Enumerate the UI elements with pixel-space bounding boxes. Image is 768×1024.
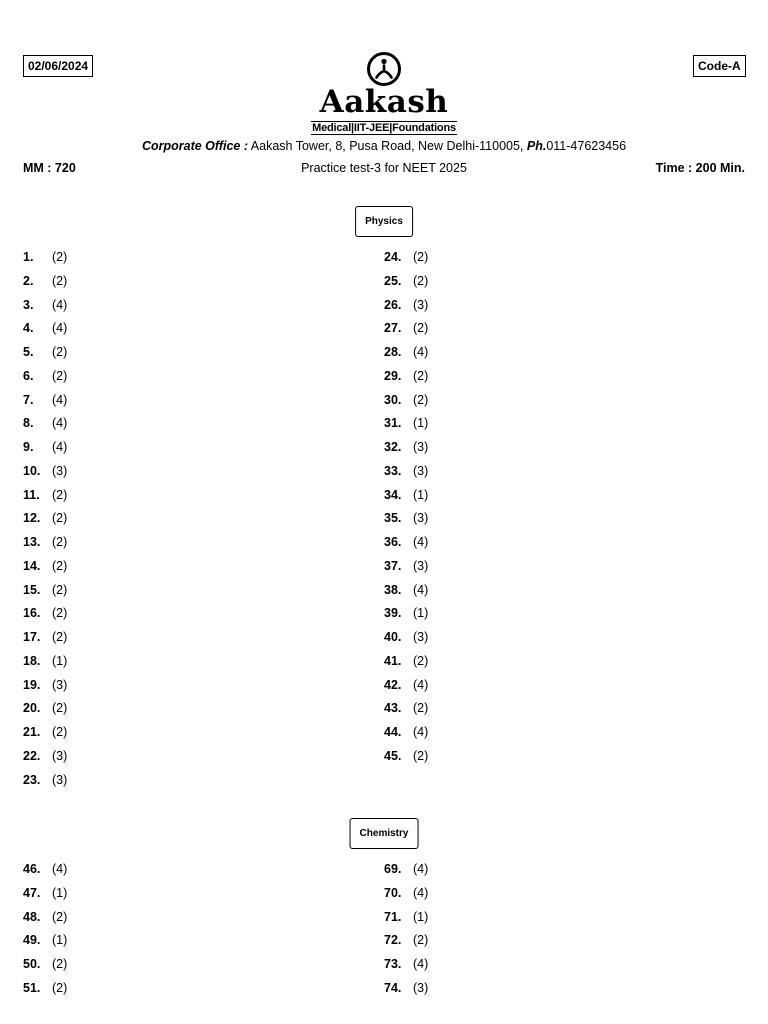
question-number: 31. (384, 416, 402, 431)
answer-option: (4) (413, 957, 429, 971)
answer-option: (2) (52, 725, 68, 739)
answer-row (384, 932, 428, 948)
answer-row (384, 909, 428, 925)
answer-row (23, 772, 67, 788)
answer-row (23, 653, 67, 669)
answer-option: (2) (52, 250, 68, 264)
question-number: 21. (23, 725, 41, 739)
answer-row (384, 885, 428, 901)
question-number: 73. (384, 957, 402, 971)
question-number: 5. (23, 345, 34, 359)
answer-row (384, 653, 428, 669)
question-number: 7. (23, 392, 34, 407)
answer-row (23, 724, 67, 740)
answer-row (23, 273, 67, 289)
question-number: 40. (384, 630, 402, 644)
answer-row (23, 368, 67, 384)
question-number: 24. (384, 250, 402, 264)
answer-row (23, 249, 67, 265)
answer-option: (4) (413, 582, 429, 597)
answer-option: (2) (52, 909, 68, 924)
answer-row (384, 980, 428, 996)
question-number: 72. (384, 933, 402, 948)
question-number: 12. (23, 511, 41, 526)
phone-number: 011-47623456 (546, 139, 627, 153)
date-box: 02/06/2024 (23, 55, 93, 77)
question-number: 14. (23, 558, 41, 573)
answer-row (23, 558, 67, 574)
question-number: 70. (384, 885, 402, 900)
question-number: 46. (23, 862, 41, 876)
answer-option: (2) (413, 392, 429, 407)
answer-option: (1) (413, 487, 429, 502)
answer-row (23, 297, 67, 313)
question-number: 1. (23, 250, 34, 264)
answer-row (384, 320, 428, 336)
answer-row (384, 415, 428, 431)
answer-option: (3) (413, 630, 429, 644)
question-number: 34. (384, 487, 402, 502)
question-number: 15. (23, 582, 41, 597)
question-number: 32. (384, 440, 402, 454)
answer-row (384, 558, 428, 574)
answer-option: (4) (52, 416, 68, 431)
answer-option: (2) (413, 748, 429, 763)
answer-option: (3) (413, 980, 429, 995)
question-number: 71. (384, 909, 402, 924)
max-marks: MM : 720 (23, 161, 76, 175)
answer-option: (2) (52, 606, 68, 621)
question-number: 69. (384, 862, 402, 876)
answer-row (23, 629, 67, 645)
section-title-physics: Physics (355, 206, 413, 237)
question-number: 4. (23, 321, 34, 336)
answer-option: (2) (413, 250, 429, 264)
answer-row (384, 629, 428, 645)
answer-option: (1) (52, 885, 68, 900)
answer-row (384, 297, 428, 313)
question-number: 22. (23, 748, 41, 763)
answer-option: (2) (52, 368, 68, 383)
answer-row (23, 980, 67, 996)
answer-row (384, 582, 428, 598)
answer-row (23, 392, 67, 408)
question-number: 27. (384, 321, 402, 336)
answer-row (384, 700, 428, 716)
question-number: 43. (384, 701, 402, 716)
question-number: 9. (23, 440, 34, 454)
answer-option: (2) (52, 535, 68, 549)
answer-option: (2) (52, 558, 68, 573)
answer-row (23, 885, 67, 901)
question-number: 41. (384, 653, 402, 668)
answer-row (384, 463, 428, 479)
answer-option: (2) (52, 511, 68, 526)
question-number: 17. (23, 630, 41, 644)
answer-row (23, 956, 67, 972)
answer-option: (2) (413, 321, 429, 336)
answer-row (23, 534, 67, 550)
answer-option: (2) (52, 701, 68, 716)
answer-row (23, 487, 67, 503)
phone-label: Ph. (526, 139, 547, 153)
question-number: 44. (384, 725, 402, 739)
answer-row (23, 677, 67, 693)
question-number: 26. (384, 297, 402, 312)
answer-option: (4) (413, 862, 429, 876)
answer-row (384, 249, 428, 265)
answer-option: (3) (52, 677, 68, 692)
answer-row (384, 534, 428, 550)
answer-row (384, 273, 428, 289)
question-number: 48. (23, 909, 41, 924)
question-number: 16. (23, 606, 41, 621)
question-number: 74. (384, 980, 402, 995)
answer-option: (2) (52, 630, 68, 644)
answer-option: (2) (52, 582, 68, 597)
question-number: 20. (23, 701, 41, 716)
answer-row (384, 487, 428, 503)
answer-option: (2) (413, 273, 429, 288)
answer-option: (4) (52, 440, 68, 454)
answer-option: (2) (413, 701, 429, 716)
question-number: 18. (23, 653, 41, 668)
answer-row (23, 748, 67, 764)
answer-option: (2) (413, 653, 429, 668)
answer-option: (4) (413, 725, 429, 739)
code-box: Code-A (693, 55, 746, 77)
answer-option: (4) (413, 535, 429, 549)
question-number: 29. (384, 368, 402, 383)
question-number: 36. (384, 535, 402, 549)
answer-row (384, 956, 428, 972)
question-number: 2. (23, 273, 34, 288)
question-number: 23. (23, 772, 41, 787)
question-number: 38. (384, 582, 402, 597)
question-number: 50. (23, 957, 41, 971)
answer-option: (1) (413, 606, 429, 621)
logo-wordmark: Aakash (319, 84, 449, 120)
question-number: 39. (384, 606, 402, 621)
answer-option: (4) (413, 885, 429, 900)
answer-option: (2) (52, 487, 68, 502)
answer-row (23, 932, 67, 948)
answer-option: (2) (52, 345, 68, 359)
answer-row (384, 392, 428, 408)
answer-option: (2) (52, 957, 68, 971)
answer-row (384, 605, 428, 621)
answer-row (384, 724, 428, 740)
question-number: 3. (23, 297, 34, 312)
answer-option: (1) (52, 933, 68, 948)
answer-option: (4) (52, 321, 68, 336)
answer-row (23, 700, 67, 716)
corporate-office-line (0, 139, 768, 153)
answer-option: (3) (413, 511, 429, 526)
answer-row (23, 415, 67, 431)
answer-option: (4) (52, 862, 68, 876)
aakash-emblem-icon (365, 52, 403, 86)
question-number: 11. (23, 487, 40, 502)
question-number: 51. (23, 980, 41, 995)
answer-option: (4) (413, 677, 429, 692)
answer-row (23, 463, 67, 479)
answer-option: (3) (52, 772, 68, 787)
question-number: 25. (384, 273, 402, 288)
aakash-logo (0, 52, 768, 136)
question-number: 47. (23, 885, 41, 900)
answer-option: (3) (413, 463, 429, 478)
question-number: 30. (384, 392, 402, 407)
answer-option: (3) (52, 463, 68, 478)
logo-tagline: Medical|IIT-JEE|Foundations (312, 122, 456, 134)
office-label: Corporate Office : (141, 139, 248, 153)
answer-row (23, 582, 67, 598)
section-title-chemistry: Chemistry (350, 818, 419, 849)
question-number: 6. (23, 368, 34, 383)
answer-option: (1) (413, 909, 429, 924)
answer-row (23, 344, 67, 360)
question-number: 10. (23, 463, 41, 478)
question-number: 49. (23, 933, 41, 948)
answer-row (384, 861, 428, 877)
answer-row (384, 344, 428, 360)
answer-row (384, 368, 428, 384)
office-address: Aakash Tower, 8, Pusa Road, New Delhi-110005, (248, 139, 527, 153)
answer-option: (2) (413, 368, 429, 383)
question-number: 35. (384, 511, 402, 526)
question-number: 8. (23, 416, 34, 431)
answer-option: (2) (413, 933, 429, 948)
answer-row (23, 909, 67, 925)
question-number: 13. (23, 535, 41, 549)
question-number: 19. (23, 677, 41, 692)
answer-row (23, 605, 67, 621)
answer-option: (3) (413, 297, 429, 312)
question-number: 28. (384, 345, 402, 359)
question-number: 45. (384, 748, 402, 763)
answer-option: (4) (52, 297, 68, 312)
answer-option: (2) (52, 273, 68, 288)
test-title: Practice test-3 for NEET 2025 (301, 161, 467, 175)
answer-option: (4) (52, 392, 68, 407)
answer-row (23, 320, 67, 336)
question-number: 37. (384, 558, 402, 573)
answer-row (384, 748, 428, 764)
answer-option: (2) (52, 980, 68, 995)
answer-row (384, 439, 428, 455)
answer-row (23, 439, 67, 455)
answer-option: (3) (52, 748, 68, 763)
answer-row (384, 677, 428, 693)
answer-option: (3) (413, 440, 429, 454)
answer-option: (3) (413, 558, 429, 573)
question-number: 33. (384, 463, 402, 478)
question-number: 42. (384, 677, 402, 692)
answer-row (23, 861, 67, 877)
answer-row (384, 510, 428, 526)
answer-option: (1) (413, 416, 429, 431)
answer-row (23, 510, 67, 526)
time-limit: Time : 200 Min. (655, 161, 745, 175)
answer-option: (1) (52, 653, 68, 668)
answer-option: (4) (413, 345, 429, 359)
